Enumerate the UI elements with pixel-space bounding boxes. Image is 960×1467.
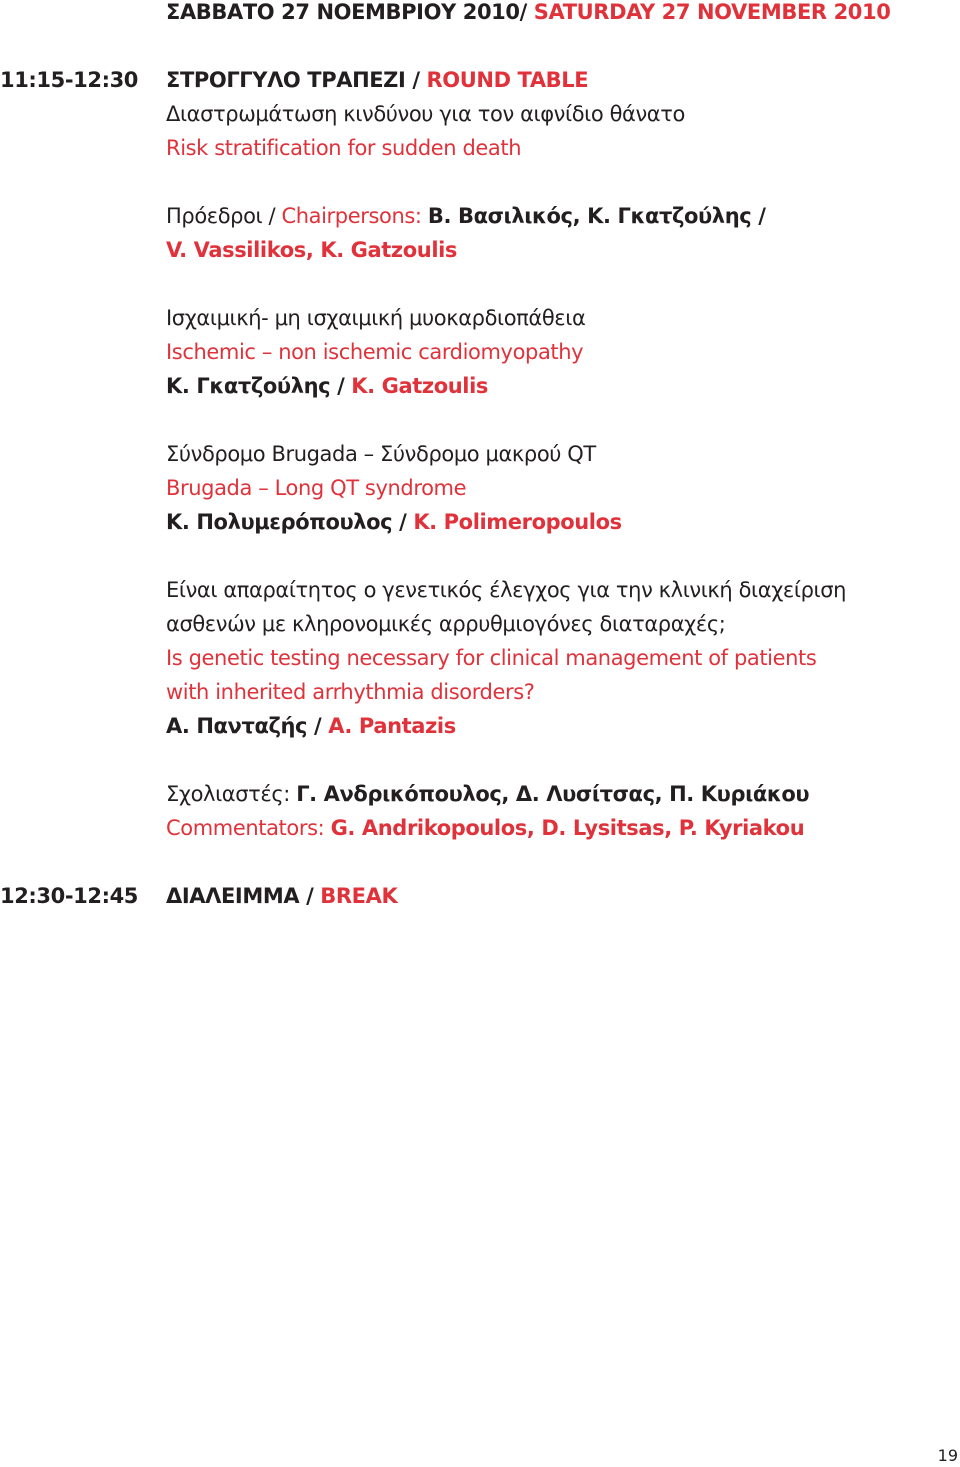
day-header-greek: ΣΑΒΒΑΤΟ 27 ΝΟΕΜΒΡΙΟΥ 2010/ — [166, 0, 527, 24]
chairpersons-names-english: V. Vassilikos, K. Gatzoulis — [166, 238, 458, 262]
chairpersons-label-english: Chairpersons: — [281, 204, 428, 228]
break-time: 12:30-12:45 — [0, 884, 139, 908]
break-type-english: BREAK — [320, 884, 398, 908]
session-time: 11:15-12:30 — [0, 68, 139, 92]
talk-2-speaker-english: K. Polimeropoulos — [413, 510, 622, 534]
talk-3-speaker-english: A. Pantazis — [328, 714, 456, 738]
session-title-greek: Διαστρωμάτωση κινδύνου για τον αιφνίδιο θάνατο — [166, 102, 685, 126]
talk-3-title-greek-line-1: Είναι απαραίτητος ο γενετικός έλεγχος για την κλινική διαχείριση — [166, 578, 847, 602]
session-type-english: ROUND TABLE — [426, 68, 589, 92]
talk-3-title-greek-line-2: ασθενών με κληρονομικές αρρυθμιογόνες διαταραχές; — [166, 612, 726, 636]
commentators-english — [166, 811, 804, 845]
talk-1-title-greek: Ισχαιμική- μη ισχαιμική μυοκαρδιοπάθεια — [166, 306, 586, 330]
talk-3-speaker — [166, 709, 456, 743]
talk-3-title-english-line-1: Is genetic testing necessary for clinical management of patients — [166, 646, 817, 670]
day-header-english: SATURDAY 27 NOVEMBER 2010 — [526, 0, 891, 24]
page-number: 19 — [937, 1446, 958, 1465]
commentators-label-greek: Σχολιαστές: — [166, 782, 297, 806]
break-type-greek: ΔΙΑΛΕΙΜΜΑ / — [166, 884, 321, 908]
talk-1-speaker — [166, 369, 488, 403]
session-type-greek: ΣΤΡΟΓΓΥΛΟ ΤΡΑΠΕΖΙ / — [166, 68, 427, 92]
break-type — [166, 879, 397, 913]
talk-3-title-english-line-2: with inherited arrhythmia disorders? — [166, 680, 535, 704]
talk-1-speaker-greek: Κ. Γκατζούλης / — [166, 374, 352, 398]
session-type — [166, 63, 588, 97]
talk-2-speaker — [166, 505, 622, 539]
chairpersons-names-greek: Β. Βασιλικός, Κ. Γκατζούλης / — [427, 204, 766, 228]
commentators-greek — [166, 777, 809, 811]
talk-2-title-greek: Σύνδρομο Brugada – Σύνδρομο μακρού QT — [166, 442, 596, 466]
talk-3-speaker-greek: Α. Πανταζής / — [166, 714, 329, 738]
talk-2-title-english: Brugada – Long QT syndrome — [166, 476, 467, 500]
chairpersons-label-greek: Πρόεδροι / — [166, 204, 282, 228]
day-header — [166, 0, 890, 29]
chairpersons-line — [166, 199, 765, 233]
talk-1-title-english: Ischemic – non ischemic cardiomyopathy — [166, 340, 584, 364]
talk-2-speaker-greek: Κ. Πολυμερόπουλος / — [166, 510, 414, 534]
session-title-english: Risk stratification for sudden death — [166, 136, 522, 160]
commentators-label-english: Commentators: — [166, 816, 331, 840]
talk-1-speaker-english: K. Gatzoulis — [351, 374, 489, 398]
commentators-names-english: G. Andrikopoulos, D. Lysitsas, P. Kyriakou — [330, 816, 805, 840]
commentators-names-greek: Γ. Ανδρικόπουλος, Δ. Λυσίτσας, Π. Κυριάκου — [296, 782, 810, 806]
